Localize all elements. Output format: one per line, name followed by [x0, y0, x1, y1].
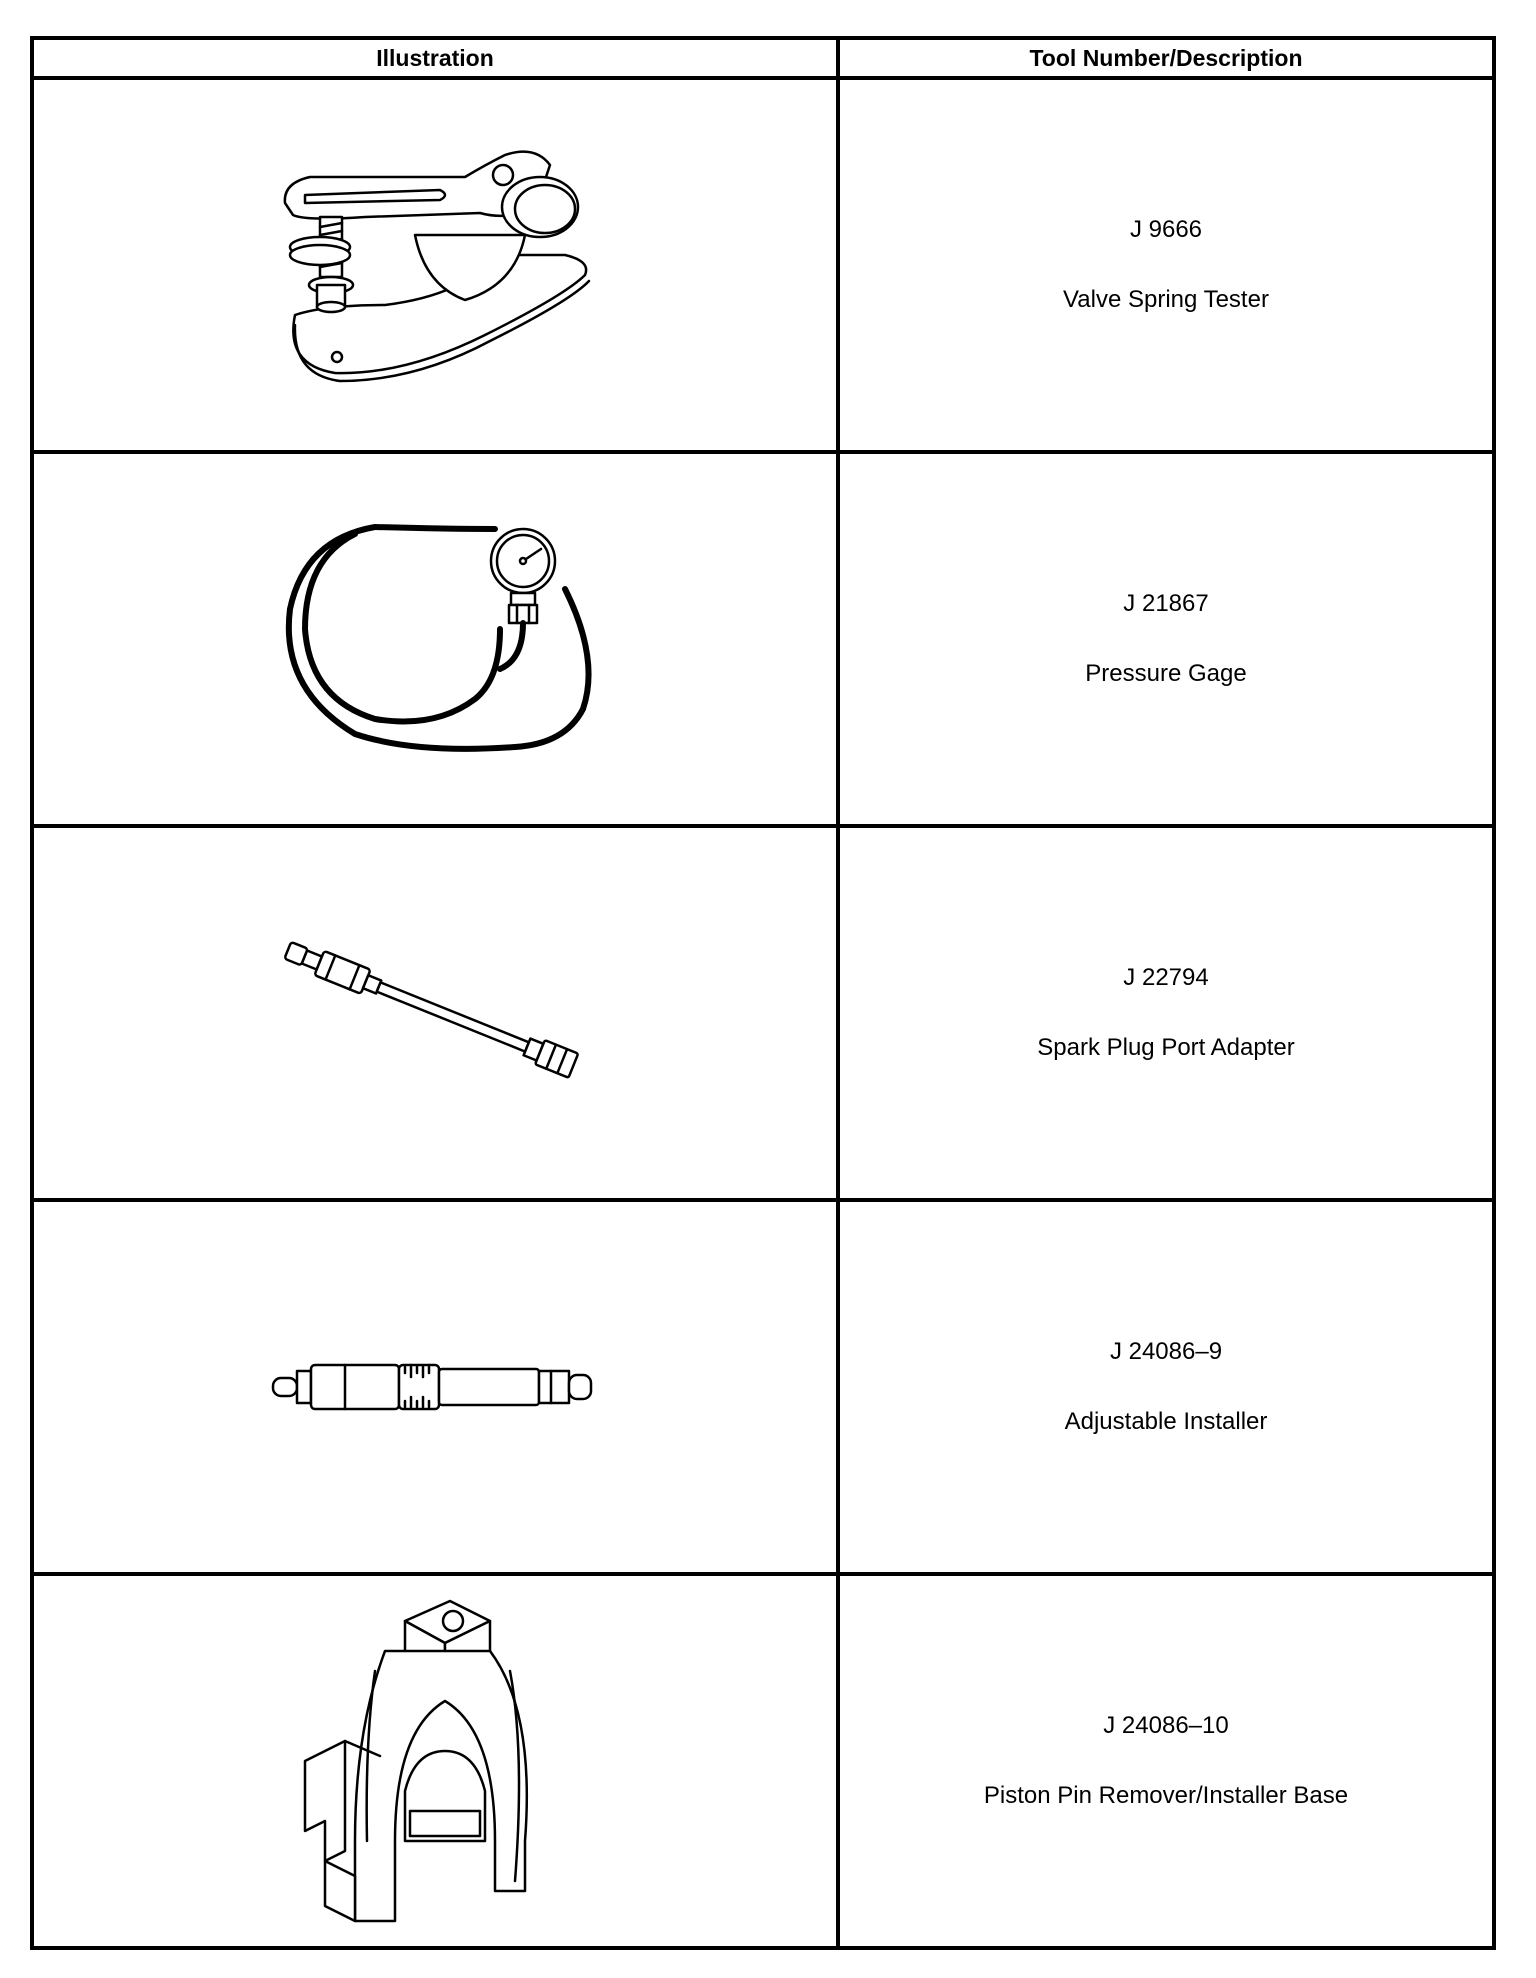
table-row [32, 78, 1494, 452]
illustration-cell [32, 1574, 838, 1948]
table-row [32, 452, 1494, 826]
tool-number: J 24086–10 [1103, 1712, 1229, 1739]
table-row [32, 826, 1494, 1200]
illustration-cell [32, 1200, 838, 1574]
description-cell [838, 452, 1494, 826]
pressure-gage-icon [265, 519, 605, 759]
tool-description: Spark Plug Port Adapter [1037, 1034, 1295, 1061]
tool-number: J 9666 [1129, 216, 1203, 243]
header-tool-number-description: Tool Number/Description [838, 38, 1494, 78]
illustration-cell [32, 452, 838, 826]
adjustable-installer-icon [265, 1347, 605, 1427]
tool-number: J 22794 [1123, 964, 1209, 991]
header-illustration: Illustration [32, 38, 838, 78]
tool-description: Pressure Gage [1085, 660, 1247, 687]
table-row [32, 1574, 1494, 1948]
description-cell [838, 1200, 1494, 1574]
valve-spring-tester-icon [265, 135, 605, 395]
tool-number: J 24086–9 [1109, 1338, 1223, 1365]
table-row [32, 1200, 1494, 1574]
description-cell [838, 78, 1494, 452]
tool-description: Valve Spring Tester [1063, 286, 1269, 313]
description-cell [838, 1574, 1494, 1948]
tool-number: J 21867 [1123, 590, 1209, 617]
piston-pin-base-icon [285, 1591, 585, 1931]
tool-description: Adjustable Installer [1064, 1408, 1268, 1435]
illustration-cell [32, 826, 838, 1200]
spark-plug-port-adapter-icon [265, 933, 605, 1093]
header-row [32, 38, 1494, 78]
description-cell [838, 826, 1494, 1200]
tool-description: Piston Pin Remover/Installer Base [983, 1782, 1349, 1809]
tool-table [30, 36, 1496, 1950]
illustration-cell [32, 78, 838, 452]
